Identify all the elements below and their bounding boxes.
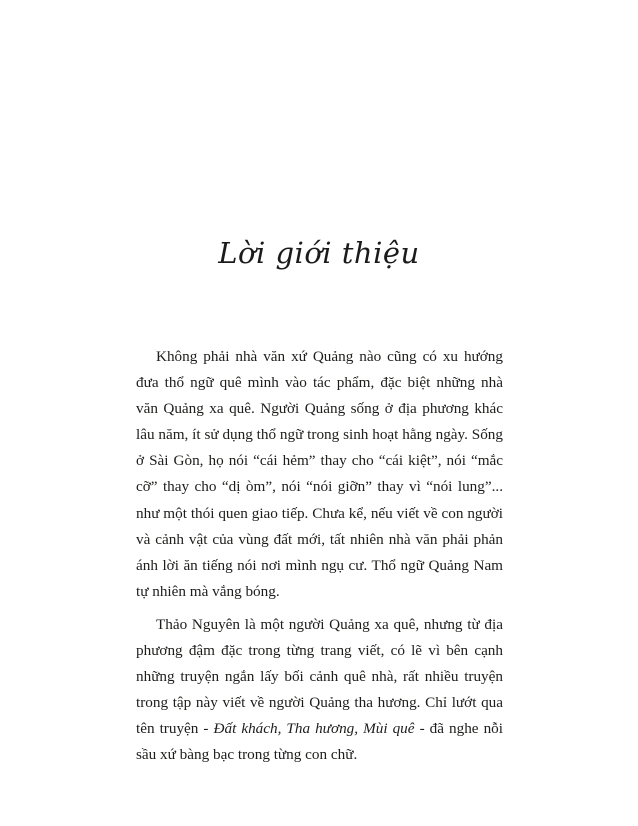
paragraph-2-text-after: - đã nghe nỗi sầu xứ bàng bạc trong từng con chữ.	[136, 720, 503, 764]
paragraph-1: Không phải nhà văn xứ Quảng nào cũng có xu hướng đưa thổ ngữ quê mình vào tác phẩm, đặc biệt những nhà văn Quảng xa quê. Người Quảng sống ở địa phương khác lâu năm, ít sử dụng thổ ngữ trong sinh hoạt hằng ngày. Sống ở Sài Gòn, họ nói “cái hẻm” thay cho “cái kiệt”, nói “mắc cỡ” thay cho “dị òm”, nói “nói giỡn” thay vì “nói lung”... như một thói quen giao tiếp. Chưa kể, nếu viết về con người và cảnh vật của vùng đất mới, tất nhiên nhà văn phải phản ánh lời ăn tiếng nói nơi mình ngụ cư. Thổ ngữ Quảng Nam tự nhiên mà vắng bóng.	[136, 348, 503, 600]
story-titles: Đất khách, Tha hương, Mùi quê	[213, 720, 415, 738]
paragraph-2	[136, 612, 503, 769]
paragraph-2-text-before: Thảo Nguyên là một người Quảng xa quê, nhưng từ địa phương đậm đặc trong từng trang viết, có lẽ vì bên cạnh những truyện ngắn lấy bối cảnh quê nhà, rất nhiều truyện trong tập này viết về người Quảng tha hương. Chỉ lướt qua tên truyện -	[136, 615, 503, 738]
page-title: Lời giới thiệu	[218, 236, 420, 270]
introduction-body	[136, 344, 503, 769]
